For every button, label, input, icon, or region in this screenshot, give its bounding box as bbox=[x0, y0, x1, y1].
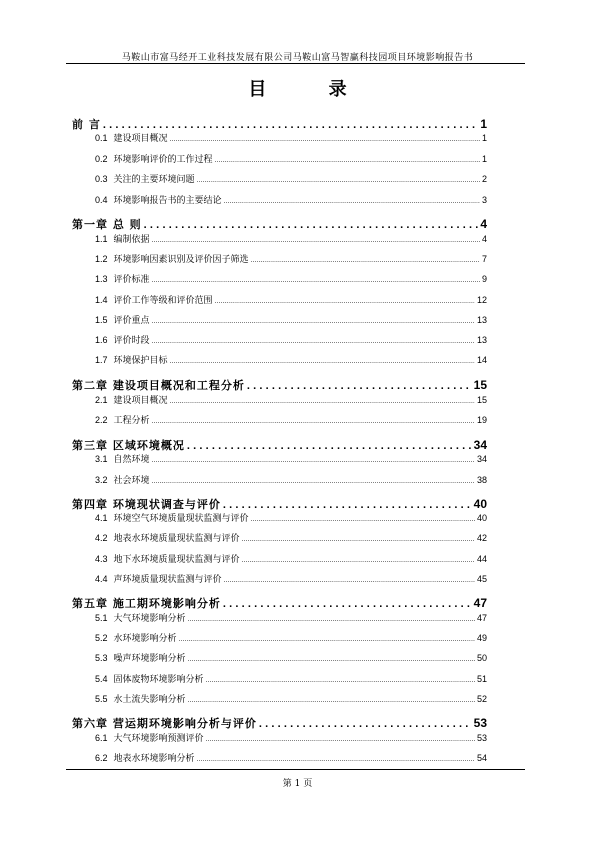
toc-entry-label: 水环境影响分析 bbox=[113, 634, 177, 644]
toc-entry-label: 评价重点 bbox=[113, 316, 150, 326]
toc-dot-leader bbox=[170, 136, 480, 143]
toc-entry-page: 42 bbox=[476, 533, 487, 543]
toc-entry-label: 评价时段 bbox=[113, 336, 150, 346]
toc-dot-leader bbox=[259, 718, 472, 730]
toc-entry-label: 建设项目概况 bbox=[113, 396, 168, 406]
toc-dot-leader bbox=[247, 380, 472, 392]
toc-section-entry[interactable] bbox=[95, 751, 487, 764]
toc-entry-page: 1 bbox=[480, 117, 487, 131]
toc-section-entry[interactable] bbox=[95, 172, 487, 185]
toc-entry-label: 前 言 bbox=[72, 118, 101, 131]
toc-dot-leader bbox=[251, 516, 475, 523]
toc-entry-page: 53 bbox=[473, 716, 487, 730]
toc-section-entry[interactable] bbox=[95, 293, 487, 306]
toc-entry-label: 大气环境影响分析 bbox=[113, 614, 186, 624]
toc-section-entry[interactable] bbox=[95, 672, 487, 685]
toc-entry-label: 环境影响报告书的主要结论 bbox=[113, 196, 222, 206]
toc-entry-number: 1.2 bbox=[95, 254, 108, 264]
toc-entry-number: 1.1 bbox=[95, 234, 108, 244]
toc-title: 目 录 bbox=[248, 79, 375, 100]
toc-section-entry[interactable] bbox=[95, 131, 487, 144]
toc-section-entry[interactable] bbox=[95, 473, 487, 486]
toc-dot-leader bbox=[187, 440, 472, 452]
toc-dot-leader bbox=[197, 177, 480, 184]
toc-entry-page: 4 bbox=[480, 217, 487, 231]
toc-dot-leader bbox=[206, 677, 475, 684]
toc-entry-page: 49 bbox=[476, 633, 487, 643]
toc-entry-page: 52 bbox=[476, 694, 487, 704]
toc-entry-label: 环境影响评价的工作过程 bbox=[113, 155, 213, 165]
toc-entry-number: 5.1 bbox=[95, 613, 108, 623]
toc-entry-page: 51 bbox=[476, 674, 487, 684]
toc-section-entry[interactable] bbox=[95, 611, 487, 624]
toc-section-entry[interactable] bbox=[95, 572, 487, 585]
toc-entry-label: 地表水环境影响分析 bbox=[113, 754, 195, 764]
toc-section-entry[interactable] bbox=[95, 232, 487, 245]
toc-entry-label: 评价标准 bbox=[113, 275, 150, 285]
toc-entry-number: 6.1 bbox=[95, 733, 108, 743]
toc-section-entry[interactable] bbox=[95, 393, 487, 406]
toc-entry-label: 地表水环境质量现状监测与评价 bbox=[113, 534, 240, 544]
toc-entry-number: 3.2 bbox=[95, 475, 108, 485]
toc-entry-label: 关注的主要环境问题 bbox=[113, 175, 195, 185]
toc-dot-leader bbox=[152, 478, 475, 485]
toc-entry-label: 编制依据 bbox=[113, 235, 150, 245]
toc-entry-page: 53 bbox=[476, 733, 487, 743]
toc-section-entry[interactable] bbox=[95, 333, 487, 346]
toc-entry-number: 1.4 bbox=[95, 295, 108, 305]
toc-section-entry[interactable] bbox=[95, 193, 487, 206]
toc-entry-page: 12 bbox=[476, 295, 487, 305]
toc-entry-label: 第四章 环境现状调查与评价 bbox=[72, 498, 221, 511]
toc-dot-leader bbox=[179, 636, 475, 643]
toc-dot-leader bbox=[223, 598, 472, 610]
toc-section-entry[interactable] bbox=[95, 353, 487, 366]
toc-entry-number: 0.2 bbox=[95, 154, 108, 164]
toc-entry-number: 1.5 bbox=[95, 315, 108, 325]
toc-entry-page: 40 bbox=[473, 497, 487, 511]
toc-entry-page: 38 bbox=[476, 475, 487, 485]
toc-entry-page: 1 bbox=[481, 133, 487, 143]
toc-chapter-entry[interactable] bbox=[72, 216, 487, 232]
toc-section-entry[interactable] bbox=[95, 552, 487, 565]
toc-entry-label: 地下水环境质量现状监测与评价 bbox=[113, 555, 240, 565]
toc-dot-leader bbox=[242, 557, 475, 564]
toc-entry-number: 4.4 bbox=[95, 574, 108, 584]
toc-entry-label: 第一章 总 则 bbox=[72, 218, 142, 231]
toc-dot-leader bbox=[103, 119, 478, 131]
toc-entry-label: 声环境质量现状监测与评价 bbox=[113, 575, 222, 585]
toc-dot-leader bbox=[215, 157, 480, 164]
toc-entry-label: 大气环境影响预测评价 bbox=[113, 734, 204, 744]
toc-entry-page: 47 bbox=[473, 596, 487, 610]
toc-entry-label: 固体废物环境影响分析 bbox=[113, 675, 204, 685]
toc-entry-label: 环境保护目标 bbox=[113, 356, 168, 366]
toc-entry-number: 5.2 bbox=[95, 633, 108, 643]
toc-dot-leader bbox=[223, 499, 472, 511]
toc-dot-leader bbox=[152, 418, 475, 425]
toc-entry-page: 13 bbox=[476, 335, 487, 345]
toc-dot-leader bbox=[224, 198, 480, 205]
toc-section-entry[interactable] bbox=[95, 252, 487, 265]
toc-dot-leader bbox=[152, 338, 475, 345]
toc-entry-page: 3 bbox=[481, 195, 487, 205]
toc-dot-leader bbox=[188, 616, 475, 623]
toc-dot-leader bbox=[152, 318, 475, 325]
toc-entry-page: 9 bbox=[481, 274, 487, 284]
page-number: 第 1 页 bbox=[282, 779, 313, 789]
toc-entry-label: 水土流失影响分析 bbox=[113, 695, 186, 705]
toc-section-entry[interactable] bbox=[95, 731, 487, 744]
toc-entry-number: 6.2 bbox=[95, 753, 108, 763]
toc-entry-page: 40 bbox=[476, 513, 487, 523]
toc-dot-leader bbox=[144, 219, 479, 231]
toc-dot-leader bbox=[152, 457, 475, 464]
toc-entry-number: 0.4 bbox=[95, 195, 108, 205]
running-header: 马鞍山市富马经开工业科技发展有限公司马鞍山富马智赢科技园项目环境影响报告书 bbox=[121, 53, 474, 63]
toc-entry-label: 评价工作等级和评价范围 bbox=[113, 296, 213, 306]
toc-chapter-entry[interactable] bbox=[72, 377, 487, 393]
toc-chapter-entry[interactable] bbox=[72, 116, 487, 132]
toc-entry-number: 2.1 bbox=[95, 395, 108, 405]
toc-entry-page: 19 bbox=[476, 415, 487, 425]
toc-entry-label: 环境空气环境质量现状监测与评价 bbox=[113, 514, 249, 524]
toc-dot-leader bbox=[215, 298, 475, 305]
toc-entry-page: 15 bbox=[476, 395, 487, 405]
toc-entry-page: 13 bbox=[476, 315, 487, 325]
toc-entry-label: 第五章 施工期环境影响分析 bbox=[72, 597, 221, 610]
toc-dot-leader bbox=[251, 257, 480, 264]
toc-entry-page: 2 bbox=[481, 174, 487, 184]
toc-dot-leader bbox=[170, 358, 475, 365]
toc-entry-number: 5.4 bbox=[95, 674, 108, 684]
toc-entry-number: 4.3 bbox=[95, 554, 108, 564]
toc-entry-page: 34 bbox=[476, 454, 487, 464]
toc-entry-page: 14 bbox=[476, 355, 487, 365]
toc-entry-number: 1.3 bbox=[95, 274, 108, 284]
toc-entry-page: 54 bbox=[476, 753, 487, 763]
toc-entry-page: 7 bbox=[481, 254, 487, 264]
toc-section-entry[interactable] bbox=[95, 631, 487, 644]
toc-entry-label: 噪声环境影响分析 bbox=[113, 654, 186, 664]
toc-section-entry[interactable] bbox=[95, 152, 487, 165]
toc-entry-page: 4 bbox=[481, 234, 487, 244]
toc-dot-leader bbox=[224, 577, 475, 584]
toc-entry-label: 第三章 区域环境概况 bbox=[72, 439, 185, 452]
toc-chapter-entry[interactable] bbox=[72, 496, 487, 512]
toc-entry-number: 4.2 bbox=[95, 533, 108, 543]
toc-dot-leader bbox=[188, 656, 475, 663]
toc-entry-number: 0.3 bbox=[95, 174, 108, 184]
toc-dot-leader bbox=[152, 277, 480, 284]
toc-chapter-entry[interactable] bbox=[72, 437, 487, 453]
toc-section-entry[interactable] bbox=[95, 651, 487, 664]
toc-entry-label: 建设项目概况 bbox=[113, 134, 168, 144]
toc-section-entry[interactable] bbox=[95, 692, 487, 705]
toc-entry-label: 工程分析 bbox=[113, 416, 150, 426]
toc-entry-label: 第六章 营运期环境影响分析与评价 bbox=[72, 717, 257, 730]
toc-entry-page: 44 bbox=[476, 554, 487, 564]
toc-dot-leader bbox=[188, 697, 475, 704]
toc-entry-number: 1.7 bbox=[95, 355, 108, 365]
toc-entry-page: 45 bbox=[476, 574, 487, 584]
toc-entry-label: 自然环境 bbox=[113, 455, 150, 465]
toc-entry-page: 50 bbox=[476, 653, 487, 663]
toc-entry-page: 1 bbox=[481, 154, 487, 164]
toc-entry-number: 5.5 bbox=[95, 694, 108, 704]
toc-entry-number: 2.2 bbox=[95, 415, 108, 425]
toc-section-entry[interactable] bbox=[95, 511, 487, 524]
toc-section-entry[interactable] bbox=[95, 313, 487, 326]
toc-dot-leader bbox=[170, 398, 475, 405]
footer-divider bbox=[66, 769, 525, 770]
toc-entry-label: 环境影响因素识别及评价因子筛选 bbox=[113, 255, 249, 265]
toc-chapter-entry[interactable] bbox=[72, 715, 487, 731]
toc-entry-page: 47 bbox=[476, 613, 487, 623]
toc-entry-page: 15 bbox=[473, 378, 487, 392]
toc-entry-number: 0.1 bbox=[95, 133, 108, 143]
toc-section-entry[interactable] bbox=[95, 272, 487, 285]
toc-chapter-entry[interactable] bbox=[72, 595, 487, 611]
toc-dot-leader bbox=[206, 736, 475, 743]
toc-entry-number: 3.1 bbox=[95, 454, 108, 464]
toc-entry-number: 4.1 bbox=[95, 513, 108, 523]
toc-dot-leader bbox=[197, 756, 475, 763]
toc-entry-page: 34 bbox=[473, 438, 487, 452]
toc-entry-number: 1.6 bbox=[95, 335, 108, 345]
toc-entry-number: 5.3 bbox=[95, 653, 108, 663]
header-divider bbox=[66, 63, 525, 64]
toc-section-entry[interactable] bbox=[95, 452, 487, 465]
toc-entry-label: 第二章 建设项目概况和工程分析 bbox=[72, 379, 245, 392]
toc-entry-label: 社会环境 bbox=[113, 476, 150, 486]
toc-section-entry[interactable] bbox=[95, 531, 487, 544]
toc-dot-leader bbox=[152, 237, 480, 244]
toc-section-entry[interactable] bbox=[95, 413, 487, 426]
toc-dot-leader bbox=[242, 536, 475, 543]
